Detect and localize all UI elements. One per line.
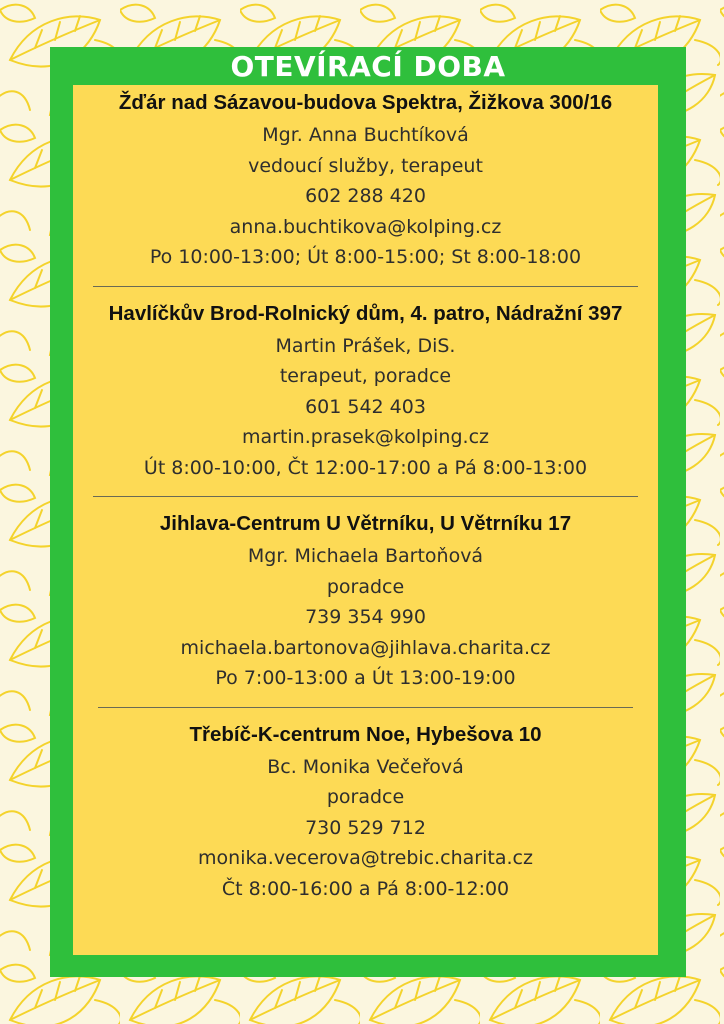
contact-name: Bc. Monika Večeřová (267, 755, 464, 778)
opening-hours: Čt 8:00-16:00 a Pá 8:00-12:00 (221, 877, 510, 900)
contact-name: Mgr. Anna Buchtíková (262, 124, 469, 146)
section-divider (93, 286, 638, 287)
office-section-trebic (73, 720, 658, 905)
office-location: Jihlava-Centrum U Větrníku, U Větrníku 17 (159, 512, 572, 535)
contact-role: vedoucí služby, terapeut (248, 154, 483, 177)
contact-name: Mgr. Michaela Bartoňová (247, 545, 484, 567)
opening-hours: Po 7:00-13:00 a Út 13:00-19:00 (215, 667, 516, 689)
contact-name: Martin Prášek, DiS. (275, 334, 456, 357)
contact-list (73, 88, 658, 904)
section-divider (98, 707, 633, 708)
contact-role: terapeut, poradce (279, 365, 452, 387)
contact-role: poradce (326, 786, 405, 808)
office-section-zdar (73, 88, 658, 273)
contact-email: michaela.bartonova@jihlava.charita.cz (180, 636, 551, 659)
opening-hours: Út 8:00-10:00, Čt 12:00-17:00 a Pá 8:00-13:00 (143, 456, 588, 479)
contact-email: martin.prasek@kolping.cz (241, 426, 489, 448)
contact-phone: 739 354 990 (305, 606, 426, 628)
office-section-jihlava (73, 509, 658, 694)
page-title: OTEVÍRACÍ DOBA (230, 50, 506, 83)
office-location: Havlíčkův Brod-Rolnický dům, 4. patro, Nádražní 397 (108, 301, 623, 325)
opening-hours: Po 10:00-13:00; Út 8:00-15:00; St 8:00-18:00 (149, 246, 582, 268)
office-location: Třebíč-K-centrum Noe, Hybešova 10 (189, 722, 542, 746)
section-divider (93, 496, 638, 497)
contact-phone: 730 529 712 (305, 816, 426, 839)
contact-email: monika.vecerova@trebic.charita.cz (198, 847, 533, 869)
office-section-havlickuv-brod (73, 299, 658, 484)
contact-phone: 601 542 403 (305, 395, 426, 418)
contact-role: poradce (326, 575, 405, 598)
contact-email: anna.buchtikova@kolping.cz (229, 215, 502, 238)
office-location: Žďár nad Sázavou-budova Spektra, Žižkova 300/16 (118, 91, 613, 114)
contact-phone: 602 288 420 (305, 185, 426, 207)
